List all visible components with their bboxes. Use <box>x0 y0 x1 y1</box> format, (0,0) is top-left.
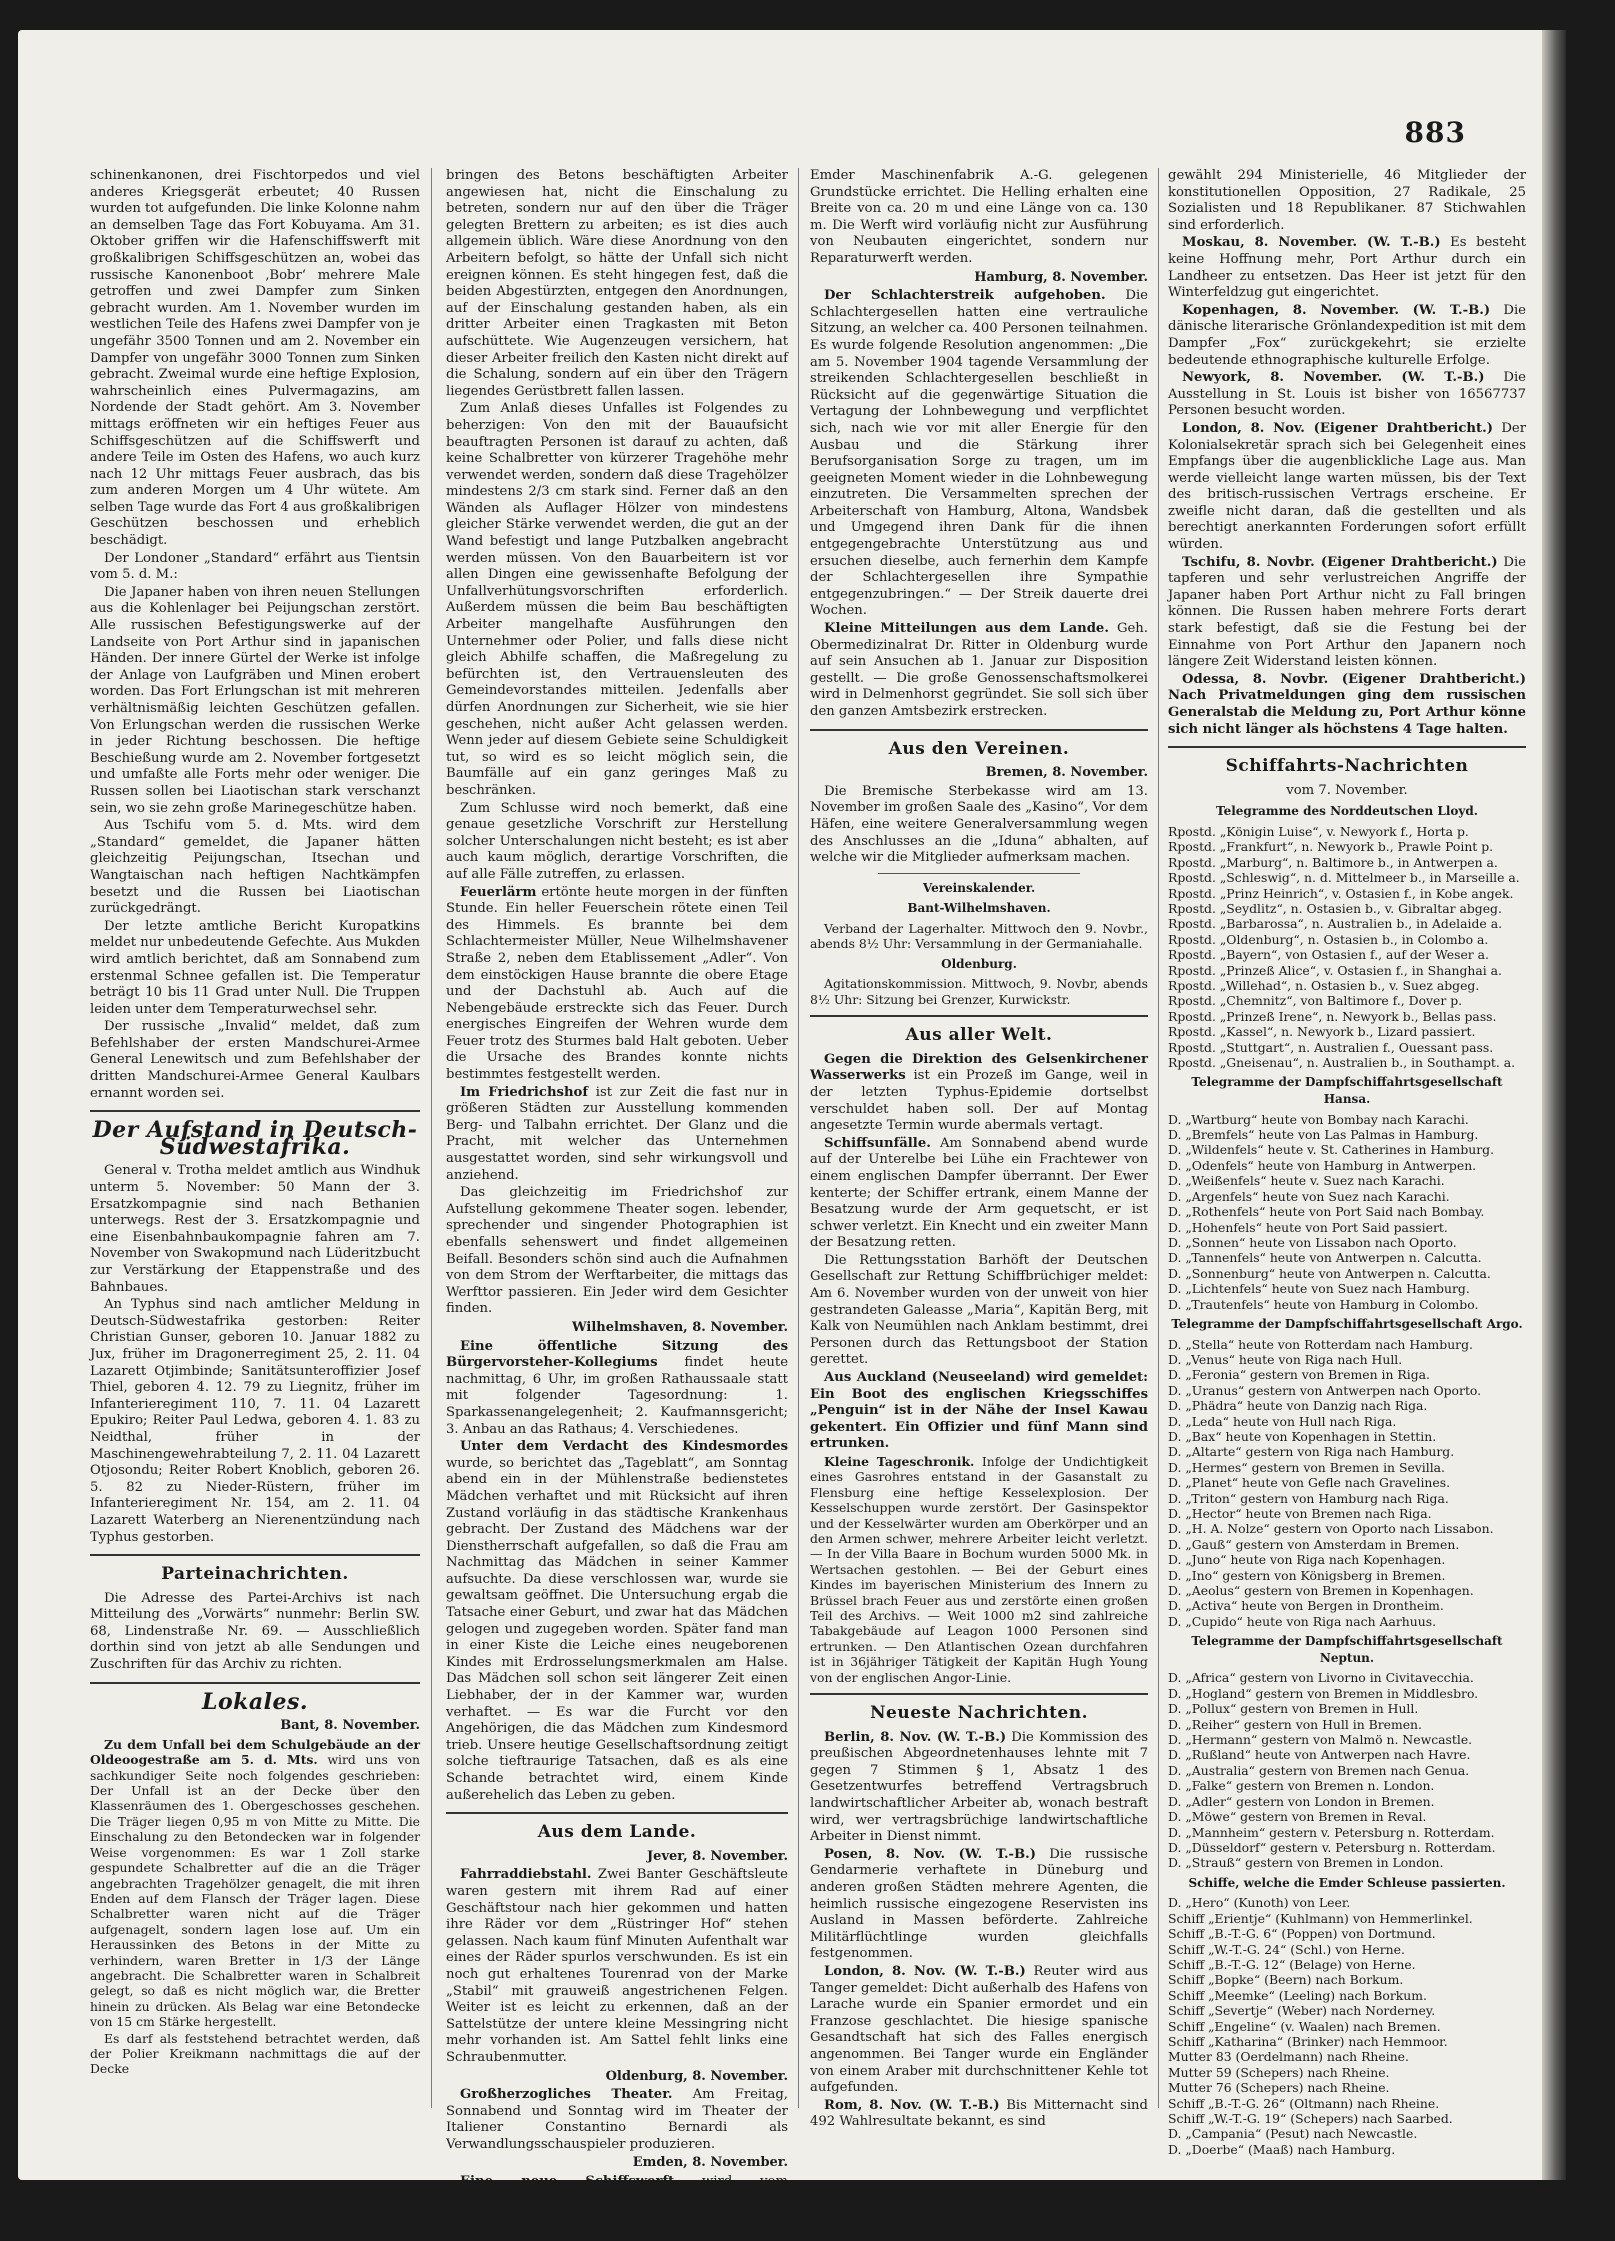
shipping-entry: D. „Strauß“ gestern von Bremen in London. <box>1168 1855 1444 1871</box>
shipping-entry: D. „Uranus“ gestern von Antwerpen nach Oporto. <box>1168 1382 1482 1398</box>
shipping-entry: D. „Weißenfels“ heute v. Suez nach Karachi. <box>1168 1173 1445 1189</box>
shipping-entry: D. „Juno“ heute von Riga nach Kopenhagen. <box>1168 1552 1446 1568</box>
shipping-entry: Schiff „Meemke“ (Leeling) nach Borkum. <box>1168 1987 1427 2003</box>
shipping-entry: Schiff „Engeline“ (v. Waalen) nach Bremen. <box>1168 2018 1441 2034</box>
shipping-entry: D. „Bax“ heute von Kopenhagen in Stettin. <box>1168 1428 1437 1444</box>
lead-in: Eine neue Schiffswerft <box>460 2174 675 2190</box>
paragraph-body: Die tapferen und sehr verlustreichen Angriffe der Japaner haben Port Arthur nicht zu Fall bringen können. Die Russen haben mehrere Forts derart stark befestigt, daß sie die Festung bei der Einnahme von Port Arthur den Japanern noch längere Zeit Widerstand leisten können. <box>1168 554 1526 670</box>
shipping-entry: Schiff „B.-T.-G. 12“ (Belage) von Herne. <box>1168 1956 1416 1972</box>
paragraph <box>810 1370 1148 1453</box>
lead-in: Zu dem Unfall bei dem Schulgebäude an der Oldeoogestraße am 5. d. Mts. <box>90 1736 420 1768</box>
shipping-entry: D. „Africa“ gestern von Livorno in Civitavecchia. <box>1168 1670 1474 1686</box>
column-1 <box>90 168 420 2078</box>
dateline: Wilhelmshaven, 8. November. <box>572 1319 788 1335</box>
section-heading: Der Aufstand in Deutsch-Südwestafrika. <box>92 1117 418 1160</box>
paragraph <box>1168 303 1526 369</box>
shipping-entry: Rpostd. „Prinzeß Irene“, n. Newyork b., Bellas pass. <box>1168 1008 1497 1024</box>
paragraph-body: ist zur Zeit die fast nur in größeren Städten zur Ausstellung kommenden Berg- und Talbahn errichtet. Der Glanz und die Pracht, mit welcher das Unternehmen ausgestattet worden, sind sehr wirkungsvoll und anziehend. <box>446 1084 788 1183</box>
paragraph <box>446 1867 788 2066</box>
shipping-entry: D. „Bremfels“ heute von Las Palmas in Hamburg. <box>1168 1127 1479 1143</box>
shipping-list-hansa <box>1168 1112 1526 1312</box>
paragraph <box>1168 421 1526 554</box>
book-binding <box>1542 30 1566 2180</box>
lead-in: Großherzogliches Theater. <box>460 2087 673 2103</box>
section-rule <box>810 1693 1148 1695</box>
shipping-entry: D. „Hogland“ gestern von Bremen in Middlesbro. <box>1168 1685 1479 1701</box>
shipping-entry: Schiff „Bopke“ (Beern) nach Borkum. <box>1168 1972 1404 1988</box>
paragraph <box>1168 370 1526 420</box>
lead-in: Unter dem Verdacht des Kindesmordes <box>460 1439 788 1455</box>
subheading: Telegramme der Dampfschiffahrtsgesellschaft Neptun. <box>1191 1634 1503 1665</box>
paragraph: Der Londoner „Standard“ erfährt aus Tientsin vom 5. d. M.: <box>90 550 420 583</box>
shipping-entry: D. „Altarte“ gestern von Riga nach Hamburg. <box>1168 1444 1455 1460</box>
paragraph-body: Die Ausstellung in St. Louis ist bisher von 16567737 Personen besucht worden. <box>1168 370 1526 419</box>
shipping-entry: Schiff „Severtje“ (Weber) nach Norderney. <box>1168 2003 1436 2019</box>
shipping-entry: Rpostd. „Oldenburg“, n. Ostasien b., in Colombo a. <box>1168 931 1489 947</box>
shipping-entry: D. „Hohenfels“ heute von Port Said passiert. <box>1168 1219 1448 1235</box>
shipping-entry: D. „Hero“ (Kunoth) von Leer. <box>1168 1895 1351 1911</box>
shipping-entry: D. „Lichtenfels“ heute von Suez nach Hamburg. <box>1168 1281 1470 1297</box>
subheading: Vereinskalender. <box>922 880 1036 895</box>
shipping-entry: Mutter 76 (Schepers) nach Rheine. <box>1168 2080 1390 2096</box>
shipping-entry: D. „Doerbe“ (Maaß) nach Hamburg. <box>1168 2141 1396 2157</box>
lead-in: Berlin, 8. Nov. (W. T.-B.) <box>824 1729 1007 1745</box>
column-rule <box>798 168 799 2108</box>
section-rule <box>1168 746 1526 748</box>
shipping-entry: Schiff „B.-T.-G. 6“ (Poppen) von Dortmund. <box>1168 1926 1436 1942</box>
paragraph <box>810 1730 1148 1846</box>
section-heading: Lokales. <box>201 1688 309 1715</box>
shipping-entry: D. „Gauß“ gestern von Amsterdam in Bremen. <box>1168 1536 1460 1552</box>
shipping-list-neptun <box>1168 1670 1526 1870</box>
paragraph <box>446 1339 788 1439</box>
subheading: Telegramme des Norddeutschen Lloyd. <box>1216 804 1478 819</box>
paragraph <box>446 2174 788 2240</box>
column-3 <box>810 168 1148 2132</box>
shipping-entry: D. „Trautenfels“ heute von Hamburg in Colombo. <box>1168 1296 1479 1312</box>
section-rule <box>446 1812 788 1814</box>
paragraph <box>1168 555 1526 671</box>
paragraph <box>810 1847 1148 1963</box>
shipping-entry: Mutter 83 (Oerdelmann) nach Rheine. <box>1168 2049 1409 2065</box>
dateline: Emden, 8. November. <box>632 2155 788 2171</box>
shipping-entry: D. „Rußland“ heute von Antwerpen nach Havre. <box>1168 1747 1471 1763</box>
column-rule <box>431 168 432 2108</box>
paragraph <box>1168 235 1526 301</box>
paragraph-body: Es besteht keine Hoffnung mehr, Port Arthur durch ein Landheer zu entsetzen. Das Heer ist jetzt für den Winterfeldzug gut eingerichtet. <box>1168 235 1526 301</box>
divider <box>878 873 1081 874</box>
shipping-entry: D. „Stella“ heute von Rotterdam nach Hamburg. <box>1168 1336 1473 1352</box>
paragraph: Agitationskommission. Mittwoch, 9. Novbr, abends 8½ Uhr: Sitzung bei Grenzer, Kurwickstr. <box>810 976 1148 1007</box>
paragraph <box>446 1085 788 1185</box>
dateline: Oldenburg, 8. November. <box>605 2068 788 2084</box>
shipping-entry: D. „Möwe“ gestern von Bremen in Reval. <box>1168 1809 1427 1825</box>
dateline: Bremen, 8. November. <box>985 765 1148 781</box>
shipping-entry: Rpostd. „Königin Luise“, v. Newyork f., Horta p. <box>1168 823 1469 839</box>
shipping-entry: D. „Wartburg“ heute von Bombay nach Karachi. <box>1168 1111 1469 1127</box>
lead-in: Schiffsunfälle. <box>824 1135 931 1151</box>
shipping-entry: D. „Mannheim“ gestern v. Petersburg n. Rotterdam. <box>1168 1824 1495 1840</box>
section-heading: Parteinachrichten. <box>161 1564 349 1585</box>
paragraph: Die Bremische Sterbekasse wird am 13. November im großen Saale des „Kasino“, Vor dem Häfen, eine weitere Generalversammlung wegen des Anschlusses an die „Iduna“ abhalten, auf welche wir die Mitglieder aufmerksam machen. <box>810 783 1148 866</box>
lead-in: Fahrraddiebstahl. <box>460 1867 592 1883</box>
paragraph-body: Am Sonnabend abend wurde auf der Unterelbe bei Lühe ein Frachtewer von einem englischen Dampfer überrannt. Der Ewer kenterte; der Schiffer ertrank, einem Manne der Besatzung wurde der Arm gequetscht, er ist schwer verletzt. Ein Knecht und ein zweiter Mann der Besatzung retten. <box>810 1135 1148 1251</box>
shipping-entry: D. „Venus“ heute von Riga nach Hull. <box>1168 1351 1403 1367</box>
paragraph-body: Der Kolonialsekretär sprach sich bei Gelegenheit eines Empfangs über die augenblickliche Lage aus. Man werde vielleicht lange warten müssen, bis der Text des britisch-russischen Vertrags erscheine. Er zweifle nicht daran, daß die gestellten und als berechtigt anerkannten Forderungen sofort erfüllt würden. <box>1168 420 1526 553</box>
lead-in: Gegen die Direktion des Gelsenkirchener Wasserwerks <box>810 1051 1148 1084</box>
shipping-entry: D. „Adler“ gestern von London in Bremen. <box>1168 1793 1435 1809</box>
subheading: Telegramme der Dampfschiffahrtsgesellschaft Argo. <box>1171 1316 1523 1331</box>
shipping-entry: D. „Feronia“ gestern von Bremen in Riga. <box>1168 1367 1430 1383</box>
shipping-entry: D. „Hermann“ gestern von Malmö n. Newcastle. <box>1168 1732 1473 1748</box>
column-rule <box>1158 168 1159 2108</box>
paragraph: Aus Tschifu vom 5. d. Mts. wird dem „Standard“ gemeldet, die Japaner hätten gleichzeitig Peijungschan, Itsechan und Wangtaischan nach heftigen Nachtkämpfen besetzt und die Russen bei Liaotischan zurückgedrängt. <box>90 818 420 917</box>
paragraph-body: Reuter wird aus Tanger gemeldet: Dicht außerhalb des Hafens von Larache wurde ein Spanier ermordet und ein Franzose geschlachtet. Die hiesige spanische Gesandtschaft hat sich des Falles energisch angenommen. Bei Tanger wurde ein Engländer von einem Araber mit durchschnittener Kehle tot aufgefunden. <box>810 1964 1148 2096</box>
lead-in: Rom, 8. Nov. (W. T.-B.) <box>824 2097 1000 2113</box>
shipping-entry: D. „Planet“ heute von Gefle nach Gravelines. <box>1168 1475 1451 1491</box>
shipping-entry: Rpostd. „Gneisenau“, n. Australien b., in Southampt. a. <box>1168 1055 1516 1071</box>
paragraph <box>1168 672 1526 738</box>
section-heading: Aus aller Welt. <box>905 1025 1053 1046</box>
paragraph-body: ist ein Prozeß im Gange, weil in der letzten Typhus-Epidemie dortselbst verschuldet haben soll. Der auf Montag angesetzte Termin wurde abermals vertagt. <box>810 1068 1148 1134</box>
shipping-entry: Rpostd. „Stuttgart“, n. Australien f., Ouessant pass. <box>1168 1039 1494 1055</box>
paragraph-body: Die Schlachtergesellen hatten eine vertrauliche Sitzung, an welcher ca. 400 Personen teilnahmen. Es wurde folgende Resolution angenommen: „Die am 5. November 1904 tagende Versammlung der streikenden Schlachtergesellen beschließt in Rücksicht auf die gegenwärtige Situation die Vertagung der Lohnbewegung und verpflichtet sich, nach wie vor mit aller Energie für den Ausbau und die Stärkung ihrer Berufsorganisation Sorge zu tragen, um im geeigneten Moment wieder in die Lohnbewegung einzutreten. Die Versammelten sprechen der Arbeiterschaft von Hamburg, Altona, Wandsbek und Umgegend ihren Dank für die ihnen entgegengebrachte Unterstützung aus und ersuchen dieselbe, auch fernerhin dem Kampfe der Schlachtergesellen ihre Sympathie entgegenzubringen.“ — Der Streik dauerte drei Wochen. <box>810 288 1148 619</box>
section-heading: Neueste Nachrichten. <box>869 1703 1089 1724</box>
shipping-entry: D. „Odenfels“ heute von Hamburg in Antwerpen. <box>1168 1157 1477 1173</box>
section-heading: Aus den Vereinen. <box>888 738 1070 759</box>
paragraph <box>446 885 788 1084</box>
shipping-entry: D. „Tannenfels“ heute von Antwerpen n. Calcutta. <box>1168 1250 1482 1266</box>
shipping-entry: Rpostd. „Schleswig“, n. d. Mittelmeer b., in Marseille a. <box>1168 870 1520 886</box>
lead-in: Kopenhagen, 8. November. (W. T.-B.) <box>1182 302 1491 318</box>
paragraph: An Typhus sind nach amtlicher Meldung in Deutsch-Südwestafrika gestorben: Reiter Christian Gunser, geboren 10. Januar 1882 zu Jux, früher im Dragonerregiment 25, 2. 11. 04 Lazarett Otjimbinde; Sanitätsunteroffizier Josef Thiel, geboren 4. 12. 79 zu Liegnitz, früher im Infanterieregiment 110, 7. 11. 04 Lazarett Epukiro; Reiter Paul Ledwa, geboren 4. 1. 83 zu Neidthal, früher in der Maschinengewehrabteilung 7, 2. 11. 04 Lazarett Otjosondu; Reiter Robert Knoblich, geboren 26. 5. 82 zu Nieder-Rüstern, früher im Infanterieregiment Nr. 154, am 2. 11. 04 Lazarett Waterberg an Nierenentzündung nach Typhus gestorben. <box>90 1297 420 1545</box>
paragraph <box>446 1439 788 1804</box>
shipping-entry: D. „Ino“ gestern von Königsberg in Bremen. <box>1168 1567 1446 1583</box>
shipping-entry: Schiff „W.-T.-G. 19“ (Schepers) nach Saarbed. <box>1168 2111 1453 2126</box>
dateline: Jever, 8. November. <box>647 1848 788 1864</box>
shipping-entry: Rpostd. „Willehad“, n. Ostasien b., v. Suez abgeg. <box>1168 978 1480 994</box>
paragraph-body: findet heute nachmittag, 6 Uhr, im großen Rathaussaale statt mit folgender Tagesordnung: 1. Sparkassenangelegenheit; 2. Kaufmannsgericht; 3. Anbau an das Rathaus; 4. Verschiedenes. <box>446 1355 788 1437</box>
paragraph <box>810 1454 1148 1685</box>
lead-in: Tschifu, 8. Novbr. (Eigener Drahtbericht.) <box>1182 554 1498 570</box>
lead-in: Odessa, 8. Novbr. (Eigener Drahtbericht.) <box>1182 671 1526 687</box>
dateline: Hamburg, 8. November. <box>974 269 1148 285</box>
lead-in: Moskau, 8. November. (W. T.-B.) <box>1182 235 1441 251</box>
column-4 <box>1168 168 1526 2157</box>
paragraph-body: wurde, so berichtet das „Tageblatt“, am Sonntag abend ein in der Mühlenstraße bedienstetes Mädchen verhaftet und mit Rücksicht auf ihren Zustand vorläufig in das städtische Krankenhaus gebracht. Der Zustand des Mädchens war der Dienstherrschaft aufgefallen, so daß die Frau am Nachmittag das Mädchen in seiner Kammer aufsuchte. Da diese verschlossen war, wurde sie gewaltsam geöffnet. Die Untersuchung ergab die Tatsache einer Geburt, und zwar hat das Mädchen gelogen und zugegeben worden. Später fand man in einer Kiste die Leiche eines neugeborenen Kindes mit Erdrosselungsmerkmalen am Halse. Das Mädchen soll schon seit längerer Zeit einen Liebhaber, der in der Kammer war, wurden verhaftet. — Es war die Furcht vor den Angehörigen, die das Mädchen zum Kindesmord trieb. Unsere heutige Gesellschaftsordnung zeitigt solche tieftraurige Tatsachen, daß es als eine Schande betrachtet wird, einem Kinde außerehelich das Leben zu geben. <box>446 1455 788 1803</box>
lead-in: Der Schlachterstreik aufgehoben. <box>824 288 1106 304</box>
paragraph-body: Infolge der Undichtigkeit eines Gasrohres entstand in der Gasanstalt zu Flensburg eine heftige Kesselexplosion. Der Kesselschuppen wurde zerstört. Der Gasinspektor und der Kesselwärter wurden am Oberkörper und an den Armen schwer, mehrere Arbeiter leicht verletzt. — In der Villa Baare in Bochum wurden 5000 Mk. in Wertsachen gestohlen. — Bei der Geburt eines Kindes im bayerischen Ministerium des Innern zu Brüssel brach Feuer aus und zerstörte einen großen Teil des Archivs. — Weit 1000 m2 sind zahlreiche Tabakgebäude auf Leagon 1000 Personen sind ertrunken. — Den Atlantischen Ozean durchfahren ist in 36jähriger Tätigkeit der Kapitän Hugh Young von der englischen Angor-Linie. <box>810 1454 1148 1685</box>
paragraph <box>810 621 1148 721</box>
paragraph: Zum Schlusse wird noch bemerkt, daß eine genaue gesetzliche Vorschrift zur Herstellung solcher Unterschalungen nicht besteht; es ist aber auch kaum möglich, derartige Vorschriften, die auf alle Fälle zutreffen, zu erlassen. <box>446 800 788 882</box>
shipping-entry: D. „Sonnenburg“ heute von Antwerpen n. Calcutta. <box>1168 1265 1491 1281</box>
paragraph <box>810 1052 1148 1135</box>
newspaper-page <box>18 30 1566 2239</box>
lead-in: London, 8. Nov. (Eigener Drahtbericht.) <box>1182 420 1493 436</box>
lead-in: London, 8. Nov. (W. T.-B.) <box>824 1964 1026 1979</box>
shipping-entry: Rpostd. „Seydlitz“, n. Ostasien b., v. Gibraltar abgeg. <box>1168 901 1502 916</box>
section-rule <box>90 1554 420 1556</box>
paragraph <box>810 2098 1148 2131</box>
shipping-entry: D. „Activa“ heute von Bergen in Drontheim. <box>1168 1598 1444 1614</box>
shipping-entry: Rpostd. „Kassel“, n. Newyork b., Lizard passiert. <box>1168 1024 1476 1040</box>
lead-in: Kleine Mitteilungen aus dem Lande. <box>824 621 1109 637</box>
shipping-list-lloyd <box>1168 824 1526 1071</box>
paragraph-body: Zwei Banter Geschäftsleute waren gestern mit ihrem Rad auf einer Geschäftstour nach hier gekommen und hatten ihre Räder vor dem „Rüstringer Hof“ stehen gelassen. Nach kaum fünf Minuten Aufenthalt war eines der Räder spurlos verschwunden. Es ist ein noch gut erhaltenes Tourenrad von der Marke „Stabil“ mit grauweiß angestrichenen Felgen. Weiter ist es leicht zu erkennen, daß an der Sattelstütze der untere kleine Messingring nicht mehr vorhanden ist. Am Sattel fehlt links eine Schraubenmutter. <box>446 1867 788 2065</box>
paragraph <box>810 1964 1148 2097</box>
shipping-entry: Schiff „W.-T.-G. 24“ (Schl.) von Herne. <box>1168 1941 1405 1957</box>
shipping-entry: D. „Pollux“ gestern von Bremen in Hull. <box>1168 1701 1419 1717</box>
subheading: Schiffe, welche die Emder Schleuse passierten. <box>1188 1875 1506 1890</box>
shipping-entry: D. „Falke“ gestern von Bremen n. London. <box>1168 1778 1435 1794</box>
lead-in: Feuerlärm <box>460 884 537 900</box>
shipping-list-emden <box>1168 1895 1526 2157</box>
paragraph: Die Rettungsstation Barhöft der Deutschen Gesellschaft zur Rettung Schiffbrüchiger meldet: Am 6. November wurden von der unweit von hier gestrandeten Galeasse „Maria“, Kapitän Berg, mit Kalk von Neumühlen nach Anklam bestimmt, drei Personen durch das Rettungsboot der Station gerettet. <box>810 1252 1148 1368</box>
shipping-entry: D. „H. A. Nolze“ gestern von Oporto nach Lissabon. <box>1168 1521 1494 1537</box>
column-2 <box>446 168 788 2241</box>
dateline: Bant, 8. November. <box>280 1718 420 1734</box>
shipping-entry: Schiff „Erientje“ (Kuhlmann) von Hemmerlinkel. <box>1168 1910 1473 1926</box>
section-rule <box>810 729 1148 731</box>
paragraph <box>810 1136 1148 1252</box>
lead-in: Eine öffentliche Sitzung des Bürgervorsteher-Kollegiums <box>446 1338 788 1371</box>
section-heading: Aus dem Lande. <box>537 1822 697 1843</box>
shipping-entry: D. „Triton“ gestern von Hamburg nach Riga. <box>1168 1490 1449 1506</box>
section-rule <box>810 1015 1148 1017</box>
section-heading: Schiffahrts-Nachrichten <box>1225 756 1469 777</box>
paragraph <box>446 2087 788 2153</box>
subheading: Bant-Wilhelmshaven. <box>907 901 1051 916</box>
shipping-entry: D. „Rothenfels“ heute von Port Said nach Bombay. <box>1168 1204 1485 1220</box>
paragraph-body: wird uns von sachkundiger Seite noch folgendes geschrieben: Der Unfall ist an der Decke über den Klassenräumen des 1. Obergeschosses geschehen. Die Träger liegen 0,95 m von Mitte zu Mitte. Die Einschalung zu den Betondecken war in folgender Weise vorgenommen: Es war 1 Zoll starke gespundete Schalbretter auf die an die Träger angebrachten Tragehölzer genagelt, die mit ihren Enden auf dem Flansch der Träger lagen. Diese Schalbretter waren nicht auf die Träger aufgenagelt, sondern lagen lose auf. Um ein Heraussinken des Betons in der Mitte zu verhindern, waren Bretter in 1/3 der Länge angebracht. Die Schalbretter waren in Schalbreit gelegt, so daß es nicht möglich war, die Bretter hinein zu drücken. Als Belag war eine Betondecke von 15 cm Stärke hergestellt. <box>90 1752 421 2030</box>
paragraph: schinenkanonen, drei Fischtorpedos und viel anderes Kriegsgerät erbeutet; 40 Russen wurden tot aufgefunden. Die linke Kolonne nahm an demselben Tage das Fort Kobuyama. Am 31. Oktober griffen wir die Hafenschiffswerft mit großkalibrigen Schiffsgeschützen an, wobei das russische Kanonenboot ‚Bobr‘ mehrere Male getroffen und zwei Dampfer zum Sinken gebracht wurden. Am 1. November wurden im westlichen Teile des Hafens zwei Dampfer von je ungefähr 3500 Tonnen und am 2. November ein Dampfer von ungefähr 3000 Tonnen zum Sinken gebracht. Zweimal wurde eine heftige Explosion, wahrscheinlich eines Pulvermagazins, am Nordende der Stadt gehört. Am 3. November mittags eröffneten wir ein heftiges Feuer aus Schiffsgeschützen auf die Schiffswerft und andere Teile im Osten des Hafens, wo auch kurz nach 12 Uhr mittags Feuer ausbrach, das bis zum anderen Morgen um 4 Uhr wütete. Am selben Tage wurde das Fort 4 aus großkalibrigen Geschützen beschossen und erheblich beschädigt. <box>90 168 420 549</box>
paragraph-body: Ein Boot des englischen Kriegsschiffes „Penguin“ ist in der Nähe der Insel Kawau gekentert. Ein Offizier und fünf Mann sind ertrunken. <box>810 1386 1148 1452</box>
paragraph: gewählt 294 Ministerielle, 46 Mitglieder der konstitutionellen Opposition, 27 Radikale, 25 Sozialisten und 18 Republikaner. 87 Stichwahlen sind erforderlich. <box>1168 168 1526 233</box>
paragraph-body: Am Freitag, Sonnabend und Sonntag wird im Theater der Italiener Constantino Bernardi als Verwandlungsschauspieler produzieren. <box>446 2087 788 2152</box>
shipping-entry: D. „Reiher“ gestern von Hull in Bremen. <box>1168 1716 1422 1732</box>
lead-in: Newyork, 8. November. (W. T.-B.) <box>1182 370 1485 386</box>
shipping-entry: D. „Hector“ heute von Bremen nach Riga. <box>1168 1506 1432 1521</box>
shipping-entry: D. „Cupido“ heute von Riga nach Aarhuus. <box>1168 1613 1437 1629</box>
paragraph-body: Bis Mitternacht sind 492 Wahlresultate bekannt, es sind <box>810 2097 1148 2130</box>
lead-in: Posen, 8. Nov. (W. T.-B.) <box>824 1846 1036 1862</box>
paragraph-body: wird vom Schiffsbaumeister Janssen am Binnenhaven auf dem zwischen der Heringsfischerei „Neptun“ und der <box>446 2174 788 2239</box>
paragraph-body: Die russische Gendarmerie verhaftete in Düneburg und anderen großen Städten mehrere Agenten, die heimlich russische eingezogene Reservisten ins Ausland in Massen beförderte. Zahlreiche Militärflüchtlinge wurden gleichfalls festgenommen. <box>810 1846 1148 1962</box>
paragraph: Es darf als feststehend betrachtet werden, daß der Polier Kreikmann nachmittags die auf der Decke <box>90 2030 420 2077</box>
shipping-entry: Rpostd. „Chemnitz“, von Baltimore f., Dover p. <box>1168 993 1463 1009</box>
paragraph: Das gleichzeitig im Friedrichshof zur Aufstellung gekommene Theater sogen. lebender, sprechender und singender Photographien ist ebenfalls sehenswert und findet allgemeinen Beifall. Besonders schön sind auch die Aufnahmen von dem Strom der Werftarbeiter, die mittags das Werfttor passieren. Ein Jeder wird dem Gesichter finden. <box>446 1185 788 1317</box>
shipping-entry: D. „Campania“ (Pesut) nach Newcastle. <box>1168 2126 1418 2142</box>
shipping-entry: D. „Argenfels“ heute von Suez nach Karachi. <box>1168 1188 1450 1204</box>
shipping-entry: D. „Wildenfels“ heute v. St. Catherines in Hamburg. <box>1168 1142 1495 1158</box>
paragraph-body: Geh. Obermedizinalrat Dr. Ritter in Oldenburg wurde auf sein Ansuchen ab 1. Januar zur Disposition gestellt. — Die große Genossenschaftsmolkerei wird in Delmenhorst gegründet. Sie soll sich über den ganzen Amtsbezirk erstrecken. <box>810 621 1148 719</box>
shipping-entry: Schiff „B.-T.-G. 26“ (Oltmann) nach Rheine. <box>1168 2095 1440 2111</box>
shipping-list-argo <box>1168 1337 1526 1630</box>
subheading: Telegramme der Dampfschiffahrtsgesellschaft Hansa. <box>1191 1075 1503 1107</box>
shipping-entry: Rpostd. „Prinz Heinrich“, v. Ostasien f., in Kobe angek. <box>1168 885 1514 901</box>
shipping-entry: D. „Leda“ heute von Hull nach Riga. <box>1168 1413 1397 1429</box>
shipping-entry: D. „Australia“ gestern von Bremen nach Genua. <box>1168 1762 1470 1778</box>
paragraph-body: Nach Privatmeldungen ging dem russischen Generalstab die Meldung zu, Port Arthur könne sich nicht länger als höchstens 4 Tage halten. <box>1168 688 1526 737</box>
paragraph: Zum Anlaß dieses Unfalles ist Folgendes zu beherzigen: Von den mit der Bauaufsicht beauftragten Personen ist darauf zu achten, daß keine Schalbretter von kürzerer Tragehöhe mehr verwendet werden, sondern daß diese Tragehölzer mindestens 2/3 cm stark sind. Ferner daß an den Wänden als Auflager Hölzer von mindestens gleicher Stärke verwendet werden, die gut an der Wand befestigt und lange Putzbalken angebracht werden müssen. Von den Bauarbeitern ist vor allen Dingen eine gewissenhafte Befolgung der Unfallverhütungsvorschriften erforderlich. Außerdem müssen die beim Bau beschäftigten Arbeiter mangelhafte Ausführungen den Unternehmer oder Polier, und falls diese nicht gleich Abhilfe schaffen, die Maßregelung zu befürchten ist, den Vertrauensleuten des Gemeindevorstandes mitteilen. Jedenfalls aber dürfen Anordnungen zur Sicherheit, wie sie hier geschehen, nicht außer Acht gelassen werden. Wenn jeder auf diesem Gebiete seine Schuldigkeit tut, so wird es so leicht möglich sein, die Baumfälle auf ein ganz geringes Maß zu beschränken. <box>446 401 788 798</box>
paragraph: Der russische „Invalid“ meldet, daß zum Befehlshaber der ersten Mandschurei-Armee General Lenewitsch und zum Befehlshaber der dritten Mandschurei-Armee General Kaulbars ernannt worden sei. <box>90 1019 420 1101</box>
page-number: 883 <box>1404 116 1466 149</box>
paragraph: Verband der Lagerhalter. Mittwoch den 9. Novbr., abends 8½ Uhr: Versammlung in der Germaniahalle. <box>810 920 1148 952</box>
shipping-entry: Mutter 59 (Schepers) nach Rheine. <box>1168 2064 1390 2080</box>
lead-in: Kleine Tageschronik. <box>824 1454 975 1469</box>
shipping-entry: D. „Sonnen“ heute von Lissabon nach Oporto. <box>1168 1234 1457 1250</box>
paragraph <box>90 1737 420 2030</box>
paragraph: Die Adresse des Partei-Archivs ist nach Mitteilung des „Vorwärts“ nunmehr: Berlin SW. 68, Lindenstraße Nr. 69. — Ausschließlich dorthin sind von jetzt ab alle Sendungen und Zuschriften für das Archiv zu richten. <box>90 1590 420 1673</box>
subheading: Oldenburg. <box>941 956 1017 971</box>
shipping-entry: Rpostd. „Bayern“, von Ostasien f., auf der Weser a. <box>1168 947 1489 963</box>
shipping-entry: D. „Düsseldorf“ gestern v. Petersburg n. Rotterdam. <box>1168 1839 1496 1855</box>
shipping-entry: D. „Phädra“ heute von Danzig nach Riga. <box>1168 1398 1428 1414</box>
paragraph-body: ertönte heute morgen in der fünften Stunde. Ein heller Feuerschein rötete einen Teil des Himmels. Es brannte bei dem Schlachtermeister Müller, Neue Wilhelmshavener Straße 2, neben dem Etablissement „Adler“. Von dem einstöckigen Hause brannte die obere Etage und der Dachstuhl ab. Auch auf die Nebengebäude erstreckte sich das Feuer. Durch energisches Eingreifen der Wehren wurde dem Feuer trotz des Sturmes bald Halt geboten. Ueber die Ursache des Brandes konnte nichts bestimmtes festgestellt werden. <box>446 884 788 1083</box>
lead-in: Im Friedrichshof <box>460 1084 589 1100</box>
shipping-entry: Rpostd. „Barbarossa“, n. Australien b., in Adelaide a. <box>1168 916 1503 932</box>
paragraph: bringen des Betons beschäftigten Arbeiter angewiesen hat, nicht die Einschalung zu betreten, sondern nur auf den über die Träger gelegten Brettern zu arbeiten; es ist dies auch allgemein üblich. Wäre diese Anordnung von den Arbeitern befolgt, so hätte der Unfall sich nicht ereignen können. Es steht hingegen fest, daß die beiden Abgestürzten, entgegen den Anordnungen, auf der Einschalung gestanden haben, als ein dritter Arbeiter einen Tragkasten mit Beton aufschüttete. Wie Augenzeugen versichern, hat dieser Arbeiter freilich den Kasten nicht direkt auf die Schalung, sondern auf ein über den Trägern liegendes Gerüstbrett fallen lassen. <box>446 168 788 399</box>
paragraph: Der letzte amtliche Bericht Kuropatkins meldet nur unbedeutende Gefechte. Aus Mukden wird amtlich berichtet, daß am Sonnabend zum erstenmal Schnee gefallen ist. Die Temperatur beträgt 10 bis 11 Grad unter Null. Die Truppen leiden unter dem Temperaturwechsel sehr. <box>90 918 420 1017</box>
shipping-entry: Rpostd. „Frankfurt“, n. Newyork b., Prawle Point p. <box>1168 839 1494 855</box>
shipping-entry: D. „Aeolus“ gestern von Bremen in Kopenhagen. <box>1168 1583 1474 1599</box>
lead-in: Aus Auckland (Neuseeland) wird gemeldet: <box>824 1370 1148 1386</box>
paragraph: General v. Trotha meldet amtlich aus Windhuk unterm 5. November: 50 Mann der 3. Ersatzkompagnie sind nach Bethanien unterwegs. Rest der 3. Ersatzkompagnie und eine Eisenbahnbaukompagnie fahren am 7. November von Swakopmund nach Lüderitzbucht zur Verstärkung der Etappenstraße und des Bahnbaues. <box>90 1163 420 1295</box>
subheading: vom 7. November. <box>1286 782 1408 798</box>
section-rule <box>90 1682 420 1684</box>
section-rule <box>90 1110 420 1112</box>
paragraph: Emder Maschinenfabrik A.-G. gelegenen Grundstücke errichtet. Die Helling erhalten eine Breite von ca. 20 m und eine Länge von ca. 130 m. Die Werft wird vorläufig nicht zur Ausführung von Neubauten eingerichtet, sondern nur Reparaturwerft werden. <box>810 168 1148 266</box>
paragraph <box>810 288 1148 620</box>
shipping-entry: Rpostd. „Marburg“, n. Baltimore b., in Antwerpen a. <box>1168 854 1498 870</box>
shipping-entry: Schiff „Katharina“ (Brinker) nach Hemmoor. <box>1168 2033 1448 2049</box>
paragraph: Die Japaner haben von ihren neuen Stellungen aus die Kohlenlager bei Peijungschan zerstört. Alle russischen Befestigungswerke auf der Landseite von Port Arthur sind in japanischen Händen. Der innere Gürtel der Werke ist infolge der Anlage von Laufgräben und Minen erobert worden. Das Fort Erlungschan ist mit mehreren verhältnismäßig leichten Geschützen gefallen. Von Erlungschan werden die russischen Werke in jeder Richtung beschossen. Die heftige Beschießung wurde am 2. November fortgesetzt und umfaßte alle Forts mehr oder weniger. Die Russen sollen bei Liaotischan stark verschanzt sein, wo sie zehn große Marinegeschütze haben. <box>90 584 420 816</box>
paragraph-body: Die dänische literarische Grönlandexpedition ist mit dem Dampfer „Fox“ zurückgekehrt; sie erzielte bedeutende ethnographische kulturelle Erfolge. <box>1168 302 1526 368</box>
shipping-entry: D. „Hermes“ gestern von Bremen in Sevilla. <box>1168 1459 1445 1475</box>
paragraph-body: Die Kommission des preußischen Abgeordnetenhauses lehnte mit 7 gegen 7 Stimmen § 1, Absatz 1 des Gesetzentwurfes betreffend Vertragsbruch landwirtschaftlicher Arbeiter ab, wonach bestraft wird, wer vertragsbrüchige landwirtschaftliche Arbeiter in Dienst nimmt. <box>810 1729 1148 1845</box>
shipping-entry: Rpostd. „Prinzeß Alice“, v. Ostasien f., in Shanghai a. <box>1168 962 1502 978</box>
